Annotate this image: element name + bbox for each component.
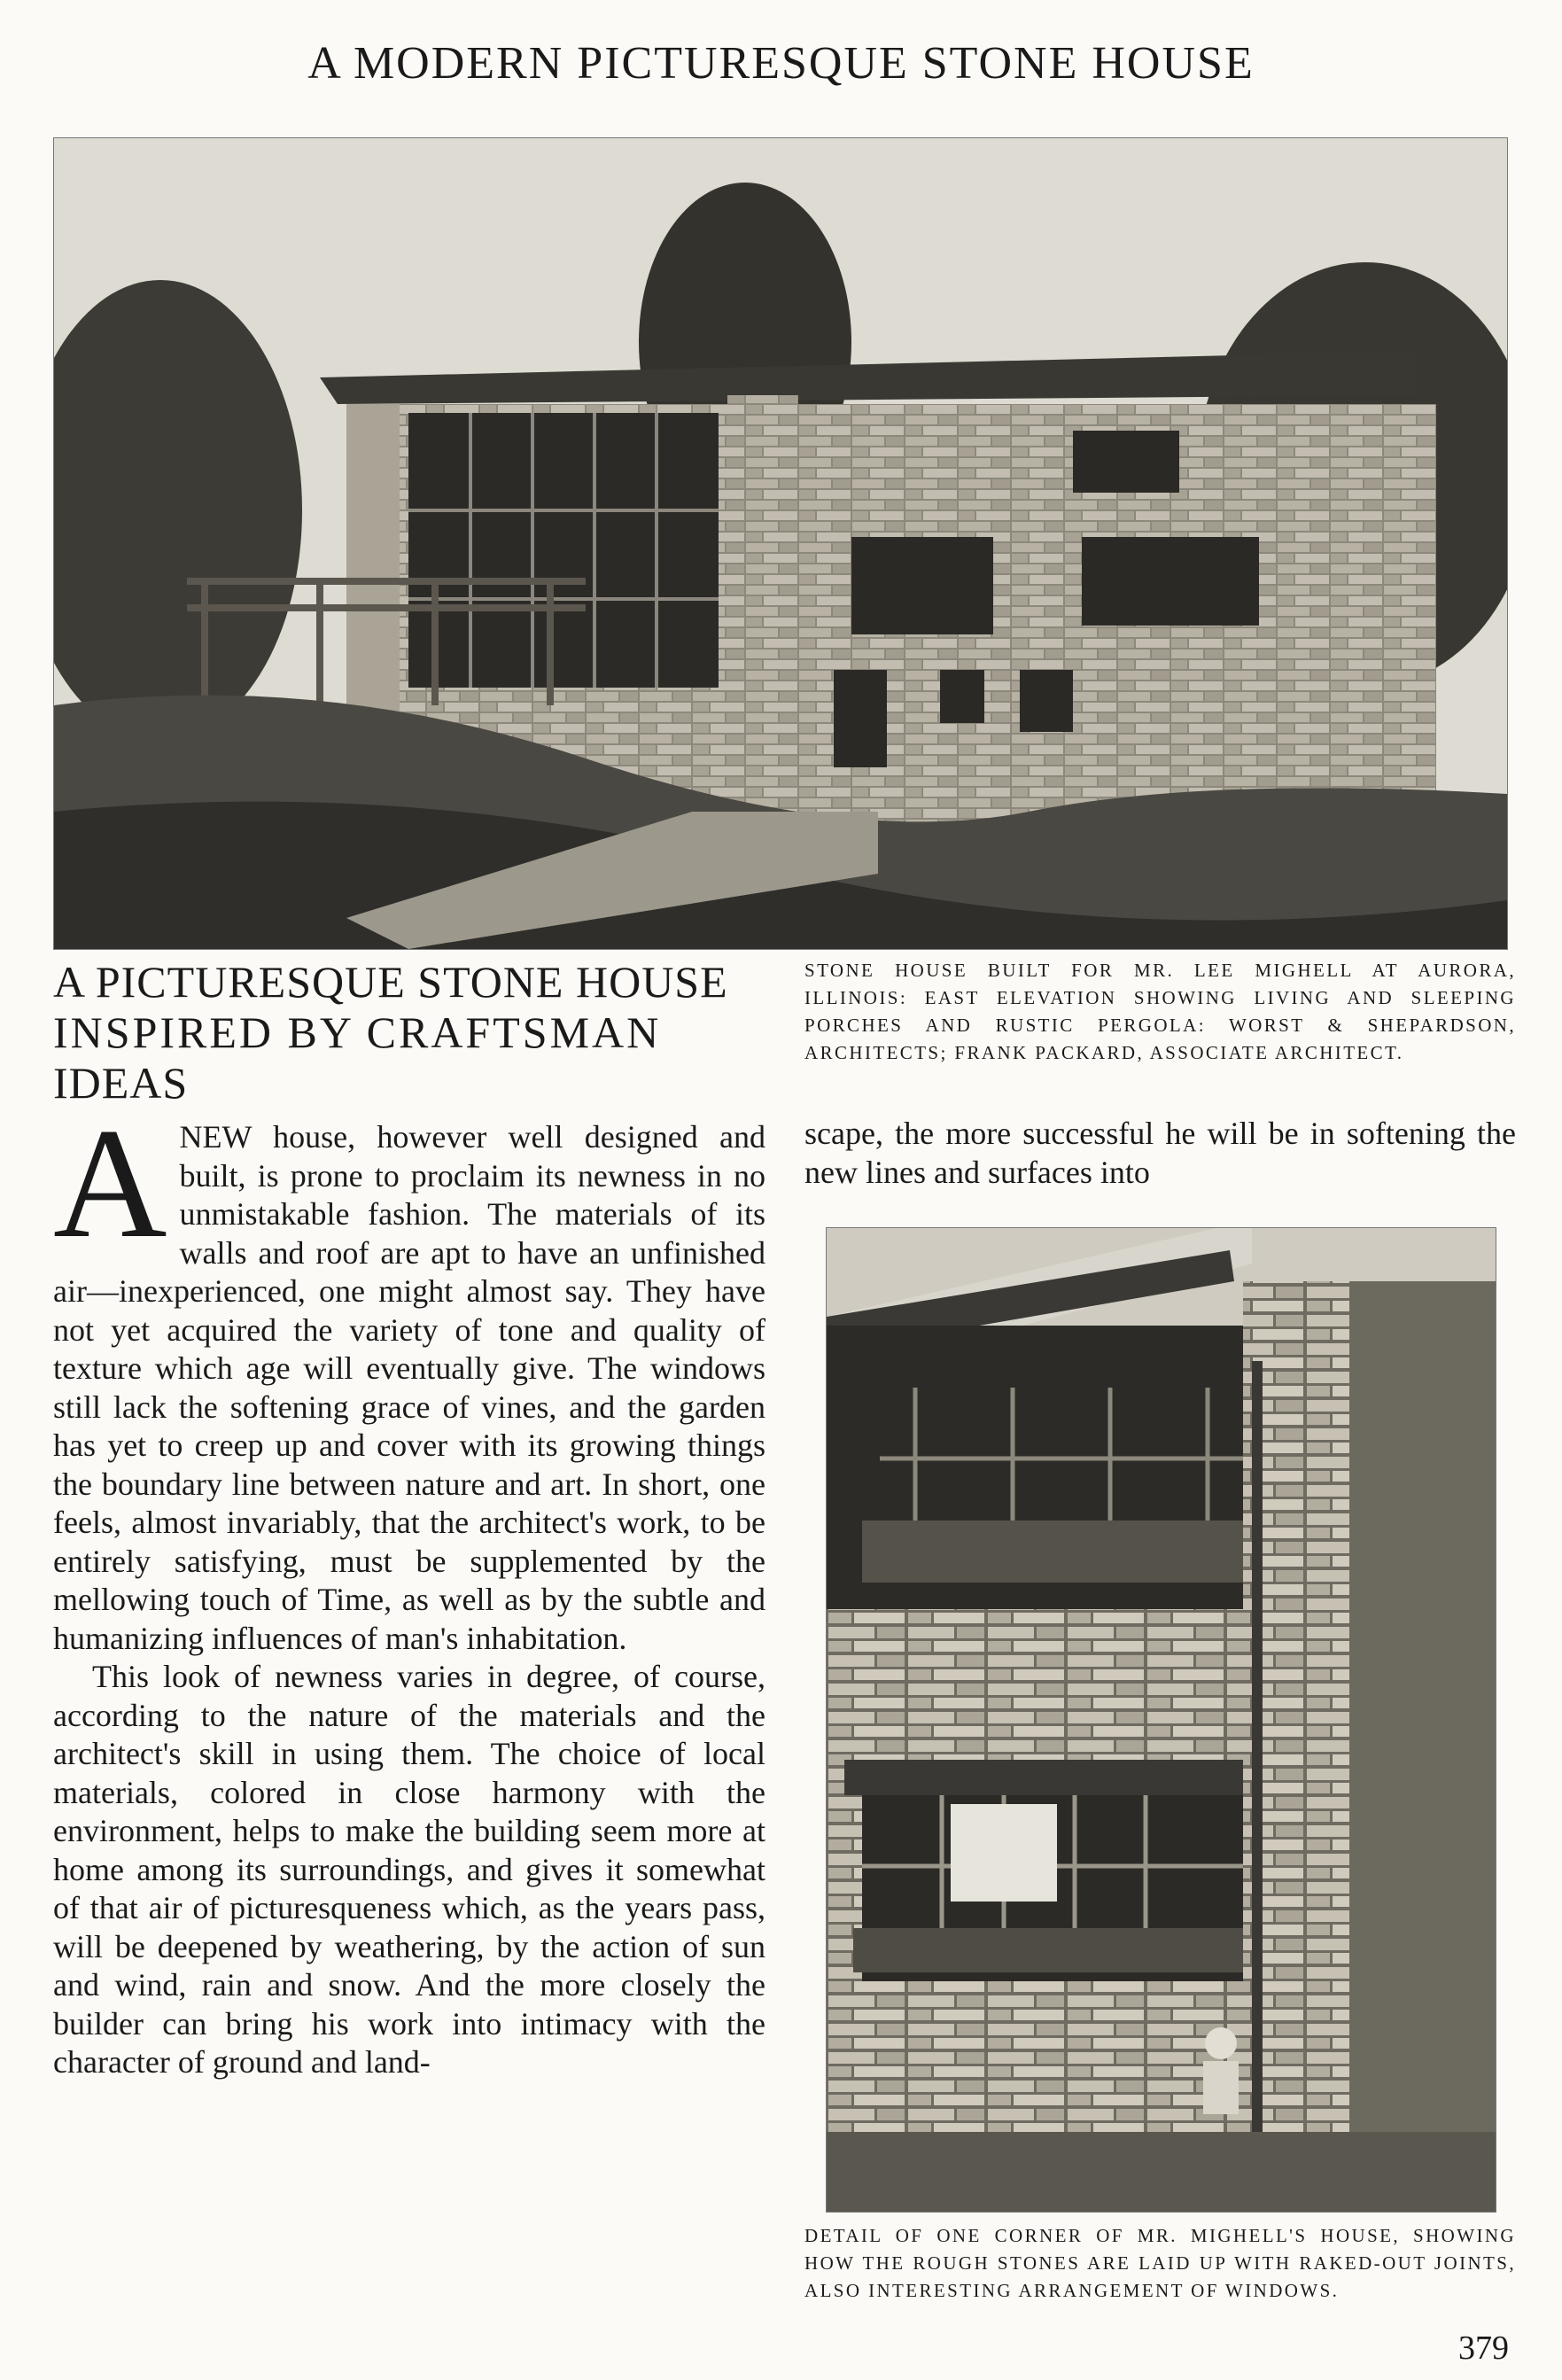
top-photo-caption: STONE HOUSE BUILT FOR MR. LEE MIGHELL AT AURORA, ILLINOIS: EAST ELEVATION SHOWING LIVING AND SLEEPING PORCHES AND RUSTIC PERGOLA: WORST & SHEPARDSON, ARCHITECTS; FRANK PACKARD, ASSOCIATE ARCHITECT. xyxy=(804,960,1516,1063)
article-continuation: scape, the more successful he will be in softening the new lines and surfaces into xyxy=(804,1116,1516,1190)
bottom-photo-caption: DETAIL OF ONE CORNER OF MR. MIGHELL'S HOUSE, SHOWING HOW THE ROUGH STONES ARE LAID UP WITH RAKED-OUT JOINTS, ALSO INTERESTING ARRANGEMENT OF WINDOWS. xyxy=(804,2225,1516,2301)
article-body xyxy=(53,1095,765,2082)
stone-house-corner-detail-photo-icon xyxy=(827,1228,1496,2212)
article-headline xyxy=(53,957,771,1108)
headline-line-1: A PICTURESQUE STONE HOUSE xyxy=(53,957,728,1007)
page-number: 379 xyxy=(1458,2329,1509,2367)
article-paragraph-2: This look of newness varies in degree, of course, according to the nature of the materials and the architect's skill in using them. The choice of local materials, colored in close harmony with the environment, helps to make the building seem more at home among its surroundings, and gives it somewhat of that air of picturesqueness which, as the years pass, will be deepened by weathering, by the action of sun and wind, rain and snow. And the more closely the builder can bring his work into intimacy with the character of ground and land- xyxy=(53,1659,765,2080)
running-head: A MODERN PICTURESQUE STONE HOUSE xyxy=(307,38,1255,89)
top-photograph xyxy=(53,137,1508,950)
headline-line-2: INSPIRED BY CRAFTSMAN xyxy=(53,1007,662,1057)
article-paragraph-1: NEW house, however well designed and built, is prone to proclaim its newness in no unmistakable fashion. The materials of its walls and roof are apt to have an unfinished air—inexperienced, one might almost say. They have not yet acquired the variety of tone and quality of texture which age will eventually give. The windows still lack the softening grace of vines, and the garden has yet to creep up and cover with its growing things the boundary line between nature and art. In short, one feels, almost invariably, that the architect's work, to be entirely satisfying, must be supplemented by the mellowing touch of Time, as well as by the subtle and humanizing influences of man's inhabitation. xyxy=(53,1119,765,1656)
stone-house-east-elevation-photo-icon xyxy=(54,138,1507,949)
headline-line-3: IDEAS xyxy=(53,1058,189,1108)
drop-cap: A xyxy=(53,1095,167,1271)
bottom-photograph xyxy=(826,1227,1496,2213)
